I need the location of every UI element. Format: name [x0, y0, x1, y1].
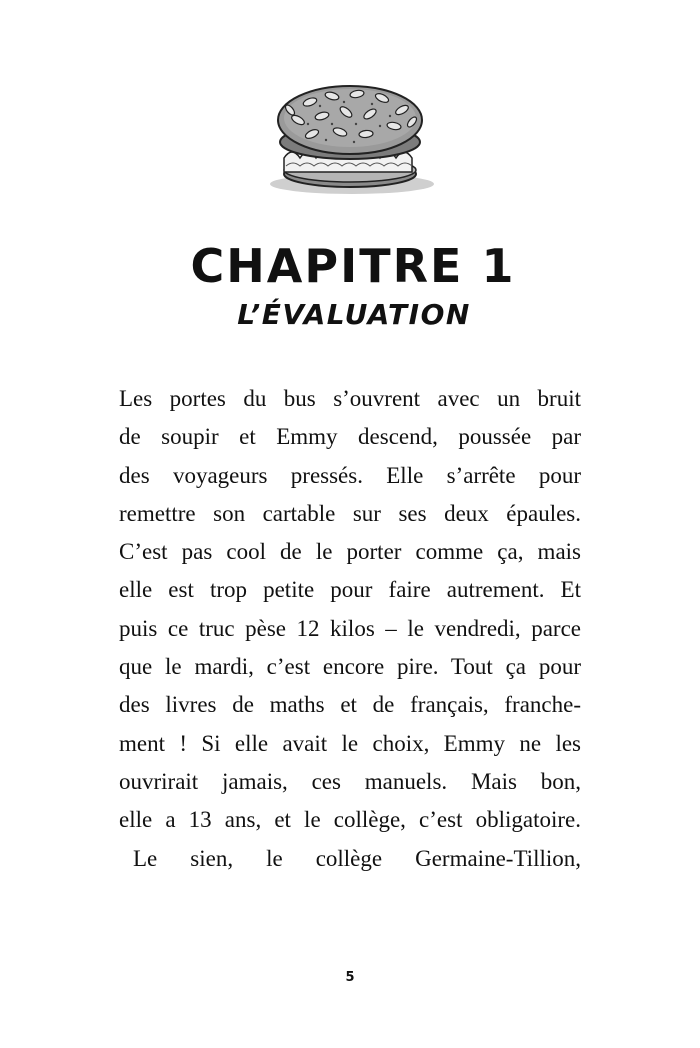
- text-line: des voyageurs pressés. Elle s’arrête pour: [119, 462, 581, 488]
- text-line: C’est pas cool de le porter comme ça, mais: [119, 539, 581, 565]
- text-line: Les portes du bus s’ouvrent avec un bruit: [119, 386, 581, 411]
- text-line: elle a 13 ans, et le collège, c’est obligatoire.: [119, 807, 581, 833]
- page-number: 5: [345, 970, 355, 985]
- text-line: Le sien, le collège Germaine-Tillion,: [133, 845, 581, 871]
- text-line: des livres de maths et de français, franche-: [119, 692, 581, 718]
- chapter-heading: [0, 238, 700, 334]
- chapter-number: CHAPITRE 1: [190, 239, 516, 293]
- text-line: puis ce truc pèse 12 kilos – le vendredi, parce: [119, 615, 581, 641]
- text-line: ment ! Si elle avait le choix, Emmy ne les: [119, 730, 581, 756]
- cookie-sandwich-icon: [262, 80, 440, 198]
- text-line: de soupir et Emmy descend, poussée par: [119, 424, 581, 450]
- body-paragraph: [119, 380, 581, 878]
- text-line: que le mardi, c’est encore pire. Tout ça pour: [119, 654, 581, 680]
- text-line: ouvrirait jamais, ces manuels. Mais bon,: [119, 768, 581, 794]
- text-line: remettre son cartable sur ses deux épaules.: [119, 500, 581, 526]
- chapter-title: L’ÉVALUATION: [237, 298, 471, 331]
- text-line: elle est trop petite pour faire autrement. Et: [119, 577, 581, 603]
